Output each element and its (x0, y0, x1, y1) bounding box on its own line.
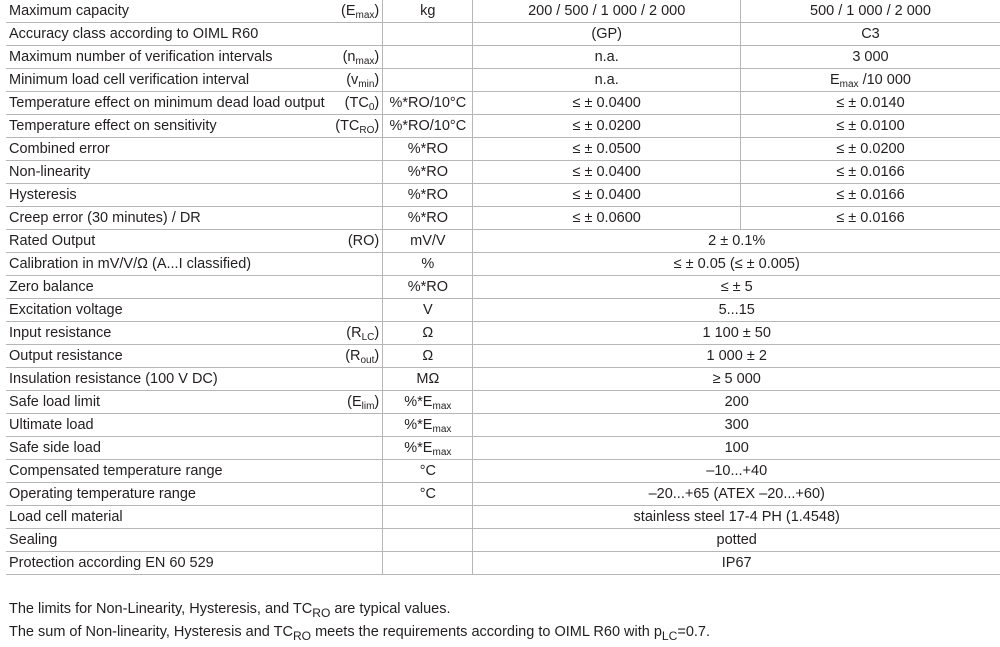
unit-text: MΩ (416, 370, 440, 387)
parameter-name: Safe load limit (9, 393, 101, 410)
parameter-name: Safe side load (9, 439, 101, 456)
symbol-end: ) (374, 393, 380, 410)
value-text: ≤ ± 0.0200 (836, 140, 905, 157)
value-cell-variant-2 (740, 138, 1000, 161)
parameter-symbol (347, 395, 379, 410)
parameter-name: Ultimate load (9, 416, 94, 433)
symbol-end: ) (374, 117, 380, 134)
value-cell-merged (473, 253, 1000, 276)
value-cell-variant-1 (473, 46, 741, 69)
parameter-cell (6, 138, 383, 161)
spec-row (6, 391, 1000, 414)
value-text: ≤ ± 0.0166 (836, 163, 905, 180)
unit-text: %*RO (407, 163, 448, 180)
spec-row (6, 207, 1000, 230)
unit-text: %*RO/10°C (389, 94, 467, 111)
unit-cell (383, 460, 473, 483)
footnote-subscript: LC (661, 628, 678, 643)
value-cell-merged (473, 391, 1000, 414)
parameter-symbol (346, 73, 379, 88)
unit-subscript: max (432, 423, 452, 435)
unit-cell (383, 529, 473, 552)
unit-text: °C (419, 462, 436, 479)
symbol-subscript: LC (361, 331, 375, 343)
value-cell-merged (473, 483, 1000, 506)
value-cell-merged (473, 345, 1000, 368)
unit-cell (383, 253, 473, 276)
spec-row (6, 0, 1000, 23)
value-cell-merged (473, 529, 1000, 552)
symbol-text: (TC (335, 117, 360, 134)
value-text: E (829, 71, 840, 88)
unit-cell (383, 483, 473, 506)
value-text: 3 000 (852, 48, 889, 65)
value-text: ≤ ± 5 (720, 278, 753, 295)
parameter-name: Maximum number of verification intervals (9, 48, 273, 65)
symbol-end: ) (374, 2, 380, 19)
symbol-subscript: out (360, 354, 375, 366)
value-cell-merged (473, 322, 1000, 345)
value-text: n.a. (594, 48, 619, 65)
symbol-end: ) (374, 94, 380, 111)
unit-cell (383, 552, 473, 575)
parameter-symbol (335, 119, 379, 134)
value-text: 500 / 1 000 / 2 000 (810, 2, 931, 19)
value-cell-variant-1 (473, 184, 741, 207)
value-text: 200 (724, 393, 749, 410)
value-text: stainless steel 17-4 PH (1.4548) (633, 508, 840, 525)
symbol-text: (E (341, 2, 356, 19)
unit-text: %*E (404, 393, 433, 410)
spec-row (6, 345, 1000, 368)
spec-row (6, 552, 1000, 575)
parameter-cell (6, 46, 383, 69)
parameter-name: Minimum load cell verification interval (9, 71, 250, 88)
unit-cell (383, 414, 473, 437)
value-cell-merged (473, 414, 1000, 437)
spec-row (6, 92, 1000, 115)
unit-text: %*RO (407, 209, 448, 226)
spec-row (6, 115, 1000, 138)
parameter-name: Non-linearity (9, 163, 91, 180)
symbol-subscript: 0 (368, 101, 375, 113)
symbol-end: ) (374, 324, 380, 341)
parameter-cell (6, 92, 383, 115)
value-text: 100 (724, 439, 749, 456)
parameter-cell (6, 368, 383, 391)
spec-table-body (6, 0, 1000, 575)
value-text: ≤ ± 0.0400 (572, 163, 641, 180)
spec-row (6, 368, 1000, 391)
unit-text: %*RO/10°C (389, 117, 467, 134)
parameter-cell (6, 69, 383, 92)
spec-row (6, 437, 1000, 460)
value-text: ≤ ± 0.0140 (836, 94, 905, 111)
symbol-text: (R (346, 324, 362, 341)
value-text: ≤ ± 0.05 (≤ ± 0.005) (673, 255, 800, 272)
parameter-cell (6, 0, 383, 23)
value-cell-merged (473, 230, 1000, 253)
value-text: ≤ ± 0.0500 (572, 140, 641, 157)
parameter-name: Zero balance (9, 278, 94, 295)
footnote-subscript: RO (292, 628, 312, 643)
spec-row (6, 184, 1000, 207)
spec-row (6, 460, 1000, 483)
spec-row (6, 230, 1000, 253)
symbol-subscript: lim (361, 400, 375, 412)
footnotes (9, 600, 710, 646)
spec-row (6, 23, 1000, 46)
spec-row (6, 322, 1000, 345)
unit-text: Ω (422, 347, 434, 364)
parameter-cell (6, 161, 383, 184)
value-text: 2 ± 0.1% (708, 232, 766, 249)
parameter-name: Combined error (9, 140, 110, 157)
spec-row (6, 46, 1000, 69)
unit-text: % (421, 255, 435, 272)
parameter-name: Temperature effect on minimum dead load output (9, 94, 325, 111)
symbol-text: (R (345, 347, 361, 364)
parameter-name: Hysteresis (9, 186, 77, 203)
parameter-cell (6, 483, 383, 506)
value-cell-variant-2 (740, 23, 1000, 46)
value-cell-variant-2 (740, 69, 1000, 92)
value-text: –20...+65 (ATEX –20...+60) (648, 485, 825, 502)
parameter-name: Protection according EN 60 529 (9, 554, 214, 571)
footnote-text: =0.7. (677, 623, 711, 640)
symbol-end: ) (374, 71, 380, 88)
unit-text: Ω (422, 324, 434, 341)
parameter-symbol (348, 234, 379, 249)
parameter-cell (6, 230, 383, 253)
value-text: ≤ ± 0.0100 (836, 117, 905, 134)
unit-cell (383, 46, 473, 69)
value-cell-variant-1 (473, 138, 741, 161)
value-cell-merged (473, 460, 1000, 483)
unit-cell (383, 230, 473, 253)
parameter-symbol (341, 4, 379, 19)
footnote-subscript: RO (312, 605, 331, 620)
parameter-name: Calibration in mV/V/Ω (A...I classified) (9, 255, 252, 272)
footnote-text: The limits for Non-Linearity, Hysteresis, and TC (9, 601, 313, 617)
unit-text: %*RO (407, 186, 448, 203)
value-text: ≥ 5 000 (712, 370, 761, 387)
unit-text: %*E (404, 416, 433, 433)
parameter-symbol (345, 96, 380, 111)
spec-row (6, 414, 1000, 437)
unit-cell (383, 368, 473, 391)
parameter-name: Sealing (9, 531, 58, 548)
value-text: ≤ ± 0.0200 (572, 117, 641, 134)
unit-text: mV/V (410, 232, 446, 249)
unit-cell (383, 322, 473, 345)
value-cell-variant-1 (473, 23, 741, 46)
parameter-cell (6, 506, 383, 529)
value-cell-variant-2 (740, 92, 1000, 115)
value-subscript: max (839, 78, 859, 90)
value-text: (GP) (591, 25, 622, 42)
value-text: potted (716, 531, 757, 548)
symbol-text: (RO) (347, 232, 380, 249)
symbol-end: ) (374, 347, 380, 364)
symbol-subscript: min (358, 78, 375, 90)
unit-subscript: max (432, 400, 452, 412)
unit-cell (383, 184, 473, 207)
unit-text: %*E (404, 439, 433, 456)
unit-cell (383, 276, 473, 299)
unit-cell (383, 506, 473, 529)
value-text: 200 / 500 / 1 000 / 2 000 (528, 2, 686, 19)
spec-table (6, 0, 1000, 575)
symbol-text: (v (346, 71, 359, 88)
symbol-subscript: max (355, 55, 375, 67)
value-text: C3 (861, 25, 880, 42)
parameter-name: Input resistance (9, 324, 112, 341)
parameter-cell (6, 460, 383, 483)
symbol-subscript: max (355, 9, 375, 21)
value-cell-merged (473, 276, 1000, 299)
value-text: 300 (724, 416, 749, 433)
parameter-cell (6, 207, 383, 230)
footnote-typical-values (9, 600, 710, 623)
unit-cell (383, 207, 473, 230)
parameter-name: Load cell material (9, 508, 123, 525)
footnote-oiml-requirement (9, 623, 710, 646)
spec-row (6, 276, 1000, 299)
symbol-text: (TC (344, 94, 369, 111)
value-text: 1 100 ± 50 (702, 324, 771, 341)
value-cell-variant-1 (473, 0, 741, 23)
value-cell-variant-2 (740, 207, 1000, 230)
parameter-name: Excitation voltage (9, 301, 123, 318)
symbol-text: (n (342, 48, 356, 65)
value-cell-merged (473, 368, 1000, 391)
unit-cell (383, 69, 473, 92)
unit-cell (383, 437, 473, 460)
value-text: ≤ ± 0.0400 (572, 94, 641, 111)
value-text: ≤ ± 0.0166 (836, 186, 905, 203)
value-cell-merged (473, 437, 1000, 460)
unit-cell (383, 345, 473, 368)
parameter-name: Insulation resistance (100 V DC) (9, 370, 218, 387)
value-cell-merged (473, 506, 1000, 529)
unit-subscript: max (432, 446, 452, 458)
value-text-end: /10 000 (858, 71, 911, 88)
spec-row (6, 253, 1000, 276)
spec-row (6, 138, 1000, 161)
value-cell-variant-1 (473, 115, 741, 138)
value-text: 1 000 ± 2 (706, 347, 767, 364)
unit-text: °C (419, 485, 436, 502)
parameter-cell (6, 115, 383, 138)
spec-row (6, 529, 1000, 552)
value-text: IP67 (721, 554, 752, 571)
unit-text: %*RO (407, 140, 448, 157)
unit-cell (383, 115, 473, 138)
parameter-name: Output resistance (9, 347, 123, 364)
value-text: ≤ ± 0.0600 (572, 209, 641, 226)
symbol-subscript: RO (359, 124, 375, 136)
parameter-name: Operating temperature range (9, 485, 196, 502)
footnote-text: are typical values. (330, 601, 451, 617)
parameter-cell (6, 391, 383, 414)
unit-cell (383, 92, 473, 115)
footnote-text: meets the requirements according to OIML R60 with p (311, 623, 662, 640)
unit-text: %*RO (407, 278, 448, 295)
parameter-symbol (345, 349, 379, 364)
spec-row (6, 161, 1000, 184)
value-text: ≤ ± 0.0400 (572, 186, 641, 203)
parameter-cell (6, 552, 383, 575)
parameter-name: Temperature effect on sensitivity (9, 117, 217, 134)
value-text: n.a. (594, 71, 619, 88)
parameter-symbol (343, 50, 380, 65)
parameter-name: Maximum capacity (9, 2, 130, 19)
parameter-name: Accuracy class according to OIML R60 (9, 25, 259, 42)
spec-row (6, 506, 1000, 529)
parameter-cell (6, 276, 383, 299)
value-cell-variant-2 (740, 0, 1000, 23)
parameter-symbol (346, 326, 379, 341)
unit-cell (383, 299, 473, 322)
parameter-name: Rated Output (9, 232, 96, 249)
parameter-cell (6, 529, 383, 552)
parameter-cell (6, 23, 383, 46)
parameter-cell (6, 322, 383, 345)
value-cell-variant-2 (740, 115, 1000, 138)
parameter-cell (6, 299, 383, 322)
spec-row (6, 299, 1000, 322)
value-text: 5...15 (718, 301, 755, 318)
parameter-cell (6, 253, 383, 276)
unit-cell (383, 23, 473, 46)
unit-text: V (423, 301, 433, 318)
value-text: ≤ ± 0.0166 (836, 209, 905, 226)
symbol-text: (E (347, 393, 362, 410)
parameter-cell (6, 414, 383, 437)
value-cell-merged (473, 552, 1000, 575)
footnote-text: The sum of Non-linearity, Hysteresis and TC (9, 623, 293, 640)
parameter-cell (6, 345, 383, 368)
value-cell-variant-2 (740, 161, 1000, 184)
parameter-cell (6, 437, 383, 460)
value-cell-variant-1 (473, 69, 741, 92)
unit-cell (383, 138, 473, 161)
spec-row (6, 69, 1000, 92)
unit-cell (383, 391, 473, 414)
parameter-cell (6, 184, 383, 207)
spec-row (6, 483, 1000, 506)
unit-text: kg (420, 2, 436, 19)
unit-cell (383, 0, 473, 23)
unit-cell (383, 161, 473, 184)
value-text: –10...+40 (706, 462, 768, 479)
parameter-name: Compensated temperature range (9, 462, 223, 479)
symbol-end: ) (374, 48, 380, 65)
value-cell-variant-1 (473, 207, 741, 230)
value-cell-variant-1 (473, 161, 741, 184)
parameter-name: Creep error (30 minutes) / DR (9, 209, 201, 226)
value-cell-variant-1 (473, 92, 741, 115)
value-cell-variant-2 (740, 46, 1000, 69)
value-cell-merged (473, 299, 1000, 322)
value-cell-variant-2 (740, 184, 1000, 207)
